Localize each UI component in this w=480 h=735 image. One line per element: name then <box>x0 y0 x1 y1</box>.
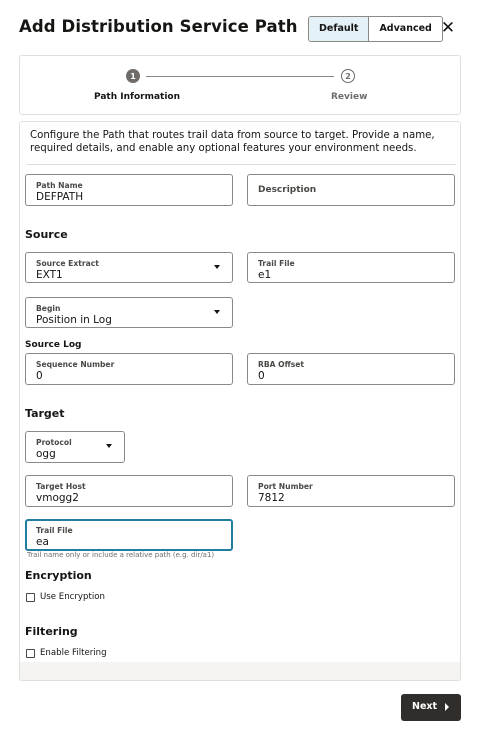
source-trail-file-value: e1 <box>258 269 272 281</box>
sequence-number-value: 0 <box>36 370 43 382</box>
port-number-value: 7812 <box>258 492 285 504</box>
path-name-value: DEFPATH <box>36 191 84 203</box>
next-button[interactable] <box>401 694 461 721</box>
source-trail-file-field[interactable] <box>247 252 455 283</box>
sequence-number-label: Sequence Number <box>36 360 115 369</box>
port-number-label: Port Number <box>258 482 313 491</box>
chevron-right-icon <box>445 703 449 711</box>
source-extract-label: Source Extract <box>36 259 99 268</box>
form-panel <box>19 121 461 681</box>
step-2-indicator[interactable]: 2 <box>341 69 355 83</box>
source-log-heading: Source Log <box>25 340 82 350</box>
description-placeholder: Description <box>258 185 317 195</box>
rba-offset-label: RBA Offset <box>258 360 305 369</box>
use-encryption-label[interactable]: Use Encryption <box>40 592 105 602</box>
begin-label: Begin <box>36 304 61 313</box>
rba-offset-field[interactable] <box>247 353 455 385</box>
mode-toggle <box>308 16 443 42</box>
source-extract-value: EXT1 <box>36 269 63 281</box>
begin-select[interactable] <box>25 297 233 328</box>
sequence-number-field[interactable] <box>25 353 233 385</box>
trail-file-help-text: Trail name only or include a relative path (e.g. dir/a1) <box>27 551 215 559</box>
filtering-heading: Filtering <box>25 625 78 638</box>
dialog-header <box>0 0 480 56</box>
panel-footer-strip <box>20 662 460 680</box>
protocol-value: ogg <box>36 448 56 460</box>
step-connector <box>146 76 334 77</box>
target-host-field[interactable] <box>25 475 233 507</box>
description-field[interactable] <box>247 174 455 206</box>
target-host-value: vmogg2 <box>36 492 79 504</box>
path-name-label: Path Name <box>36 181 83 190</box>
begin-value: Position in Log <box>36 314 112 326</box>
form-scroll-area[interactable] <box>20 122 460 662</box>
mode-default-button[interactable]: Default <box>309 17 368 41</box>
enable-filtering-label[interactable]: Enable Filtering <box>40 648 107 658</box>
chevron-down-icon <box>214 265 220 269</box>
chevron-down-icon <box>106 444 112 448</box>
target-trail-file-field[interactable] <box>25 519 233 551</box>
rba-offset-value: 0 <box>258 370 265 382</box>
target-trail-file-value: ea <box>36 536 49 548</box>
chevron-down-icon <box>214 310 220 314</box>
form-intro: Configure the Path that routes trail data from source to target. Provide a name, required details, and enable any optional features your environment needs. <box>30 130 435 154</box>
encryption-heading: Encryption <box>25 569 92 582</box>
target-trail-file-label: Trail File <box>36 526 73 535</box>
source-extract-select[interactable] <box>25 252 233 283</box>
path-name-field[interactable] <box>25 174 233 206</box>
enable-filtering-checkbox[interactable] <box>26 649 35 658</box>
step-2-label[interactable]: Review <box>331 92 368 102</box>
use-encryption-checkbox[interactable] <box>26 593 35 602</box>
step-train <box>19 55 461 115</box>
target-host-label: Target Host <box>36 482 86 491</box>
source-heading: Source <box>25 228 68 241</box>
mode-advanced-button[interactable]: Advanced <box>368 17 441 41</box>
next-button-label: Next <box>412 701 438 712</box>
protocol-label: Protocol <box>36 438 72 447</box>
target-heading: Target <box>25 407 65 420</box>
protocol-select[interactable] <box>25 431 125 463</box>
step-1-indicator[interactable]: 1 <box>126 69 140 83</box>
dialog-title: Add Distribution Service Path <box>19 17 298 36</box>
divider <box>26 164 456 165</box>
source-trail-file-label: Trail File <box>258 259 295 268</box>
port-number-field[interactable] <box>247 475 455 507</box>
close-icon[interactable]: ✕ <box>440 18 456 38</box>
step-1-label[interactable]: Path Information <box>94 92 180 102</box>
